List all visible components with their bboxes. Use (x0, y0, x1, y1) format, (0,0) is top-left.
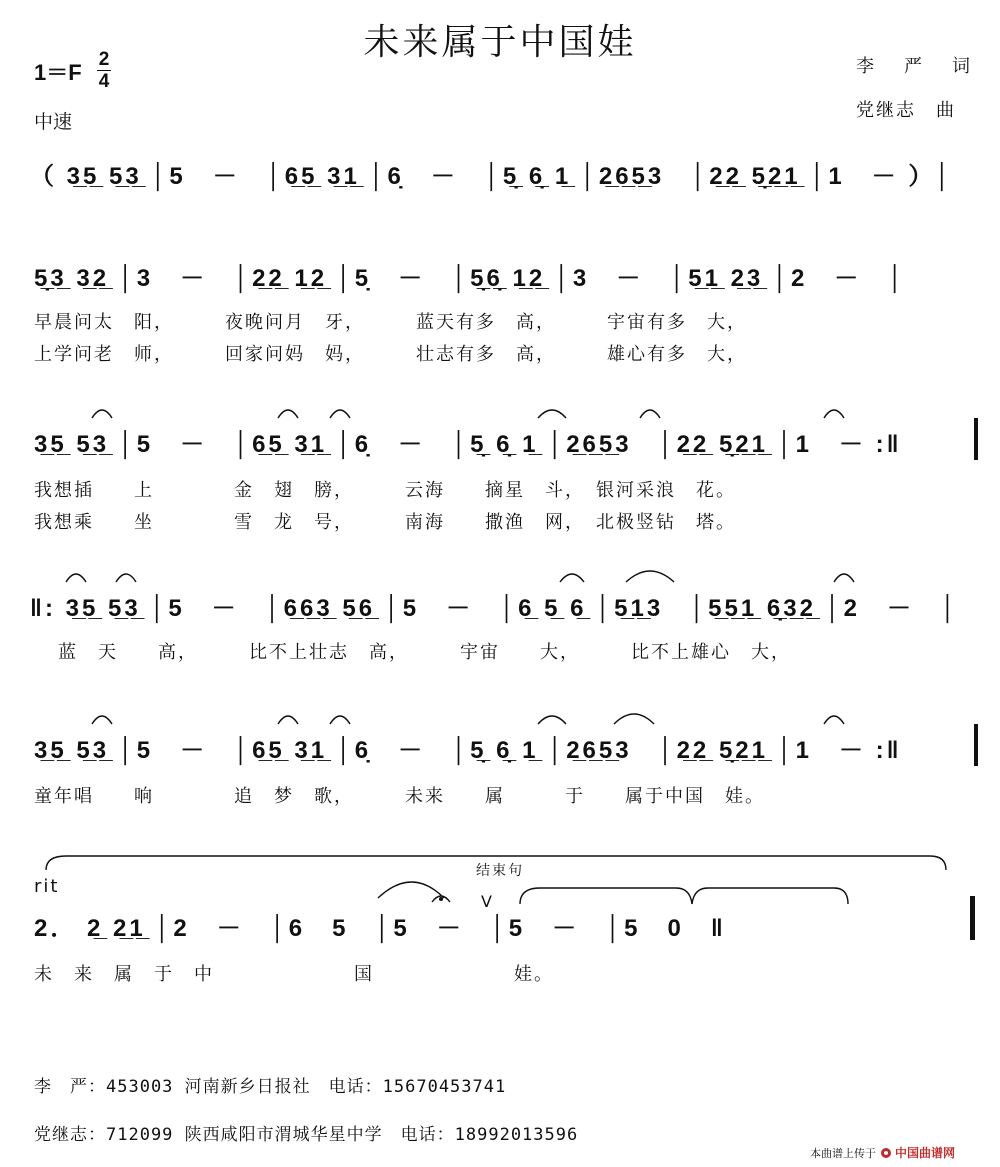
notation-row-2: 5̣̲3̲ 3̲2̲ │3 － │2̲2̲ 1̲2̲ │5̣ － │5̣̲6̣̲ 1̲2̲ │3 － │5̲1̲ 2̲3̲ │2 － │ (34, 265, 907, 292)
notation-row-4: ‖: 3̲5̲ 5̲3̲ │5 － │6̲6̲3̲ 5̲6̲ │5 － │6̲ 5̲ 6̲ │5̲1̲3 │5̲5̲1̲ 6̣̲3̲2̲ │2 － │ (30, 595, 959, 622)
upload-credit (810, 1144, 955, 1162)
slur (538, 410, 566, 418)
breath-mark: V (481, 892, 494, 911)
slur (614, 714, 654, 724)
site-name[interactable]: 中国曲谱网 (895, 1146, 956, 1160)
slur (640, 410, 660, 418)
tempo-marking: 中速 (34, 111, 73, 133)
slur (560, 574, 584, 582)
notation-row-3: 3̲5̲ 5̲3̲ │5 － │6̲5̲ 3̲1̲ │6̣ － │5̣̲ 6̣̲ 1̲ │2̲6̲5̲3 │2̲2̲ 5̣̲2̲1̲ │1 － :‖ (34, 431, 902, 458)
slur (824, 410, 844, 418)
lyric-row-5: 童年唱 响 追 梦 歌， 未来 属 于 属于中国 娃。 (34, 786, 765, 807)
composer-credit: 党继志 曲 (856, 100, 956, 121)
slur (66, 574, 86, 582)
lyric-row-3-verse-1: 我想插 上 金 翅 膀， 云海 摘星 斗， 银河采浪 花。 (34, 480, 736, 501)
repeat-barline (974, 724, 978, 766)
lyricist-credit: 李 严 词 (856, 56, 976, 77)
site-logo-icon (880, 1147, 892, 1162)
phrase-slur (46, 856, 946, 870)
song-title: 未来属于中国娃 (363, 22, 637, 63)
notation-row-5: 3̲5̲ 5̲3̲ │5 － │6̲5̲ 3̲1̲ │6̣ － │5̣̲ 6̣̲ 1̲ │2̲6̲5̲3 │2̲2̲ 5̣̲2̲1̲ │1 － :‖ (34, 737, 902, 764)
lyric-row-ending: 未 来 属 于 中 国 娃。 (34, 964, 554, 985)
slur (278, 716, 298, 724)
repeat-barline (974, 418, 978, 460)
ending-phrase-label: 结束句 (476, 863, 524, 879)
notation-row-ending: 2． 2̲ 2̲1̲ │2 － │6 5 │5 － │5 － │5 0 ‖ (34, 915, 726, 942)
slur (330, 410, 350, 418)
slur (824, 716, 844, 724)
slur (92, 410, 112, 418)
tie (692, 888, 848, 904)
slur (330, 716, 350, 724)
slur (538, 716, 566, 724)
lyric-row-2-verse-1: 早晨问太 阳， 夜晚问月 牙， 蓝天有多 高， 宇宙有多 大， (34, 312, 747, 333)
tie (520, 888, 692, 904)
time-signature-bottom: 4 (98, 71, 110, 92)
lyric-row-3-verse-2: 我想乘 坐 雪 龙 号， 南海 撒渔 网， 北极竖钻 塔。 (34, 512, 736, 533)
slur (92, 716, 112, 724)
fermata-dot (439, 897, 443, 901)
slur (626, 571, 674, 582)
notation-row-intro: （ 3̲5̲ 5̲3̲ │5 － │6̲5̲ 3̲1̲ │6̣ － │5̣̲ 6̣̲ 1̲ │2̲6̲5̲3 │2̲2̲ 5̣̲2̲1̲ │1 － ）│ (30, 163, 954, 190)
final-barline (970, 896, 975, 940)
lyric-row-4: 蓝 天 高， 比不上壮志 高， 宇宙 大， 比不上雄心 大， (58, 642, 791, 663)
key-signature: 1＝F (34, 60, 82, 85)
contact-lyricist: 李 严：453003 河南新乡日报社 电话：15670453741 (34, 1077, 507, 1097)
ritardando-marking: rit (34, 876, 60, 897)
lyric-row-2-verse-2: 上学问老 师， 回家问妈 妈， 壮志有多 高， 雄心有多 大， (34, 344, 747, 365)
contact-composer: 党继志：712099 陕西咸阳市渭城华星中学 电话：18992013596 (34, 1125, 579, 1145)
time-signature-top: 2 (98, 49, 110, 70)
upload-credit-text: 本曲谱上传于 (810, 1147, 876, 1160)
slur (278, 410, 298, 418)
slur (378, 882, 444, 898)
slur (116, 574, 136, 582)
slur (834, 574, 854, 582)
